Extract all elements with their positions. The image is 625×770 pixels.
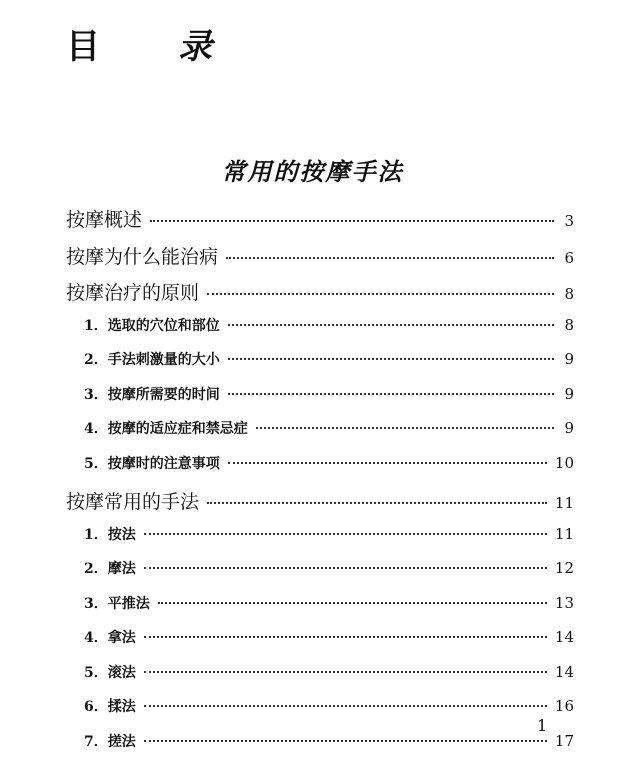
- chapter-title: 常用的按摩手法: [221, 157, 404, 186]
- toc-subentry-page: 12: [554, 559, 574, 577]
- toc-subentry[interactable]: [66, 590, 574, 625]
- toc-subentry[interactable]: [66, 381, 574, 416]
- toc-subentry-label: 3．平推法: [84, 595, 150, 612]
- toc-subentry-page: 11: [554, 524, 574, 543]
- toc-subentry-page: 9: [564, 419, 574, 437]
- toc-entry-page: 3: [564, 212, 574, 230]
- toc-leader-dots: [144, 567, 547, 569]
- toc-subentry[interactable]: [66, 728, 574, 763]
- toc-leader-dots: [144, 740, 547, 742]
- toc-entry-page: 8: [564, 285, 574, 303]
- toc-entry-label: 按摩常用的手法: [66, 491, 200, 513]
- toc-subentry-label: 7．搓法: [84, 733, 136, 750]
- toc-subentry[interactable]: [66, 346, 574, 381]
- toc-subentry-page: 17: [554, 731, 574, 750]
- toc-leader-dots: [228, 462, 547, 464]
- toc-leader-dots: [226, 257, 554, 259]
- toc-subentry-page: 14: [554, 662, 574, 681]
- toc-subentry-label: 1．按法: [84, 526, 136, 543]
- toc-subentry-page: 8: [564, 315, 574, 334]
- toc-subentry-label: 5．按摩时的注意事项: [84, 455, 220, 472]
- toc-subentry-page: 9: [564, 384, 574, 403]
- toc-entry-label: 按摩概述: [66, 209, 143, 231]
- toc-subentry-page: 10: [554, 453, 574, 472]
- toc-subentry-page: 14: [554, 628, 574, 646]
- toc-subentry-label: 1．选取的穴位和部位: [84, 317, 220, 334]
- toc-subentry[interactable]: [66, 521, 574, 556]
- toc-entry-page: 6: [564, 248, 574, 267]
- toc-leader-dots: [158, 602, 547, 604]
- toc-leader-dots: [144, 636, 547, 638]
- toc-subentry-label: 2．手法刺激量的大小: [84, 352, 220, 368]
- toc-leader-dots: [207, 502, 547, 504]
- toc-leader-dots: [256, 427, 554, 429]
- toc-subentry[interactable]: [66, 693, 574, 728]
- toc-subentry-label: 6．揉法: [84, 699, 136, 715]
- toc-subentry[interactable]: [66, 450, 574, 485]
- toc-leader-dots: [228, 358, 554, 360]
- page-header: [66, 24, 212, 70]
- toc-leader-dots: [144, 671, 547, 673]
- header-char-mu: 目: [66, 27, 100, 67]
- toc-subentry-label: 2．摩法: [84, 561, 136, 577]
- toc-leader-dots: [207, 293, 554, 295]
- toc-entry[interactable]: [66, 484, 574, 521]
- toc-subentry[interactable]: [66, 624, 574, 659]
- toc-entry[interactable]: [66, 202, 574, 239]
- toc-entry[interactable]: [66, 239, 574, 276]
- toc-leader-dots: [228, 324, 554, 326]
- toc-leader-dots: [150, 220, 554, 222]
- toc-entry-label: 按摩治疗的原则: [66, 282, 200, 304]
- toc-leader-dots: [228, 393, 554, 395]
- toc-leader-dots: [144, 705, 547, 707]
- toc-subentry[interactable]: [66, 659, 574, 694]
- toc-subentry-label: 5．滚法: [84, 664, 136, 681]
- toc-leader-dots: [144, 533, 547, 535]
- toc-subentry[interactable]: [66, 312, 574, 347]
- toc-entry-label: 按摩为什么能治病: [66, 245, 219, 268]
- toc-entry[interactable]: [66, 275, 574, 312]
- table-of-contents: [66, 202, 574, 762]
- toc-subentry-label: 4．按摩的适应症和禁忌症: [84, 421, 248, 437]
- toc-entry-page: 11: [554, 494, 574, 512]
- toc-subentry[interactable]: [66, 555, 574, 590]
- toc-subentry-label: 4．拿法: [84, 630, 136, 646]
- toc-subentry-page: 16: [554, 697, 574, 715]
- toc-subentry-page: 13: [554, 593, 574, 612]
- page-number: 1: [537, 716, 548, 735]
- toc-subentry-label: 3．按摩所需要的时间: [84, 386, 220, 403]
- header-char-lu: 录: [178, 27, 212, 67]
- toc-subentry-page: 9: [564, 350, 574, 368]
- toc-subentry[interactable]: [66, 415, 574, 450]
